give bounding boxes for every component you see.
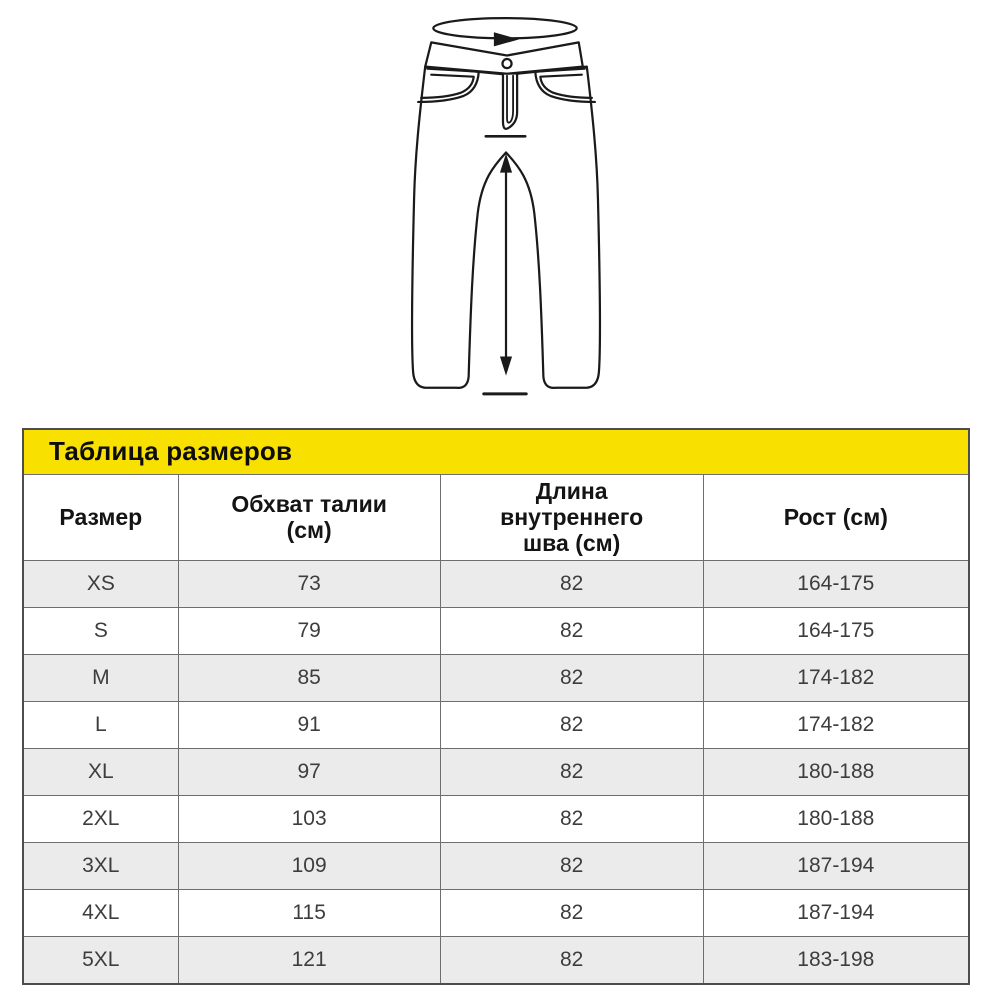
col-header-size: Размер [23, 475, 178, 561]
cell-inseam: 82 [440, 937, 703, 984]
table-row-xl [23, 749, 969, 796]
cell-waist: 97 [178, 749, 440, 796]
cell-height: 180-188 [703, 749, 969, 796]
cell-height: 164-175 [703, 608, 969, 655]
cell-waist: 109 [178, 843, 440, 890]
cell-waist: 79 [178, 608, 440, 655]
table-row-2xl [23, 796, 969, 843]
cell-size: 3XL [23, 843, 178, 890]
cell-height: 187-194 [703, 890, 969, 937]
cell-height: 180-188 [703, 796, 969, 843]
cell-size: 2XL [23, 796, 178, 843]
cell-height: 164-175 [703, 561, 969, 608]
table-row-5xl [23, 937, 969, 984]
table-row-3xl [23, 843, 969, 890]
cell-waist: 91 [178, 702, 440, 749]
cell-inseam: 82 [440, 843, 703, 890]
table-row-4xl [23, 890, 969, 937]
col-header-waist: Обхват талии (см) [178, 475, 440, 561]
cell-waist: 121 [178, 937, 440, 984]
cell-height: 174-182 [703, 702, 969, 749]
cell-waist: 103 [178, 796, 440, 843]
cell-waist: 73 [178, 561, 440, 608]
cell-height: 174-182 [703, 655, 969, 702]
pants-diagram [403, 6, 607, 410]
col-header-inseam: Длина внутреннего шва (см) [440, 475, 703, 561]
cell-inseam: 82 [440, 796, 703, 843]
cell-inseam: 82 [440, 702, 703, 749]
cell-size: XS [23, 561, 178, 608]
inseam-length-arrow [500, 153, 512, 375]
cell-inseam: 82 [440, 655, 703, 702]
table-row-xs [23, 561, 969, 608]
table-title-bar [23, 429, 969, 475]
table-header-row [23, 475, 969, 561]
cell-size: 5XL [23, 937, 178, 984]
table-row-m [23, 655, 969, 702]
cell-waist: 115 [178, 890, 440, 937]
fly-placket [503, 75, 517, 129]
waist-button [502, 59, 511, 68]
cell-height: 187-194 [703, 843, 969, 890]
table-row-s [23, 608, 969, 655]
cell-size: M [23, 655, 178, 702]
cell-inseam: 82 [440, 749, 703, 796]
cell-size: S [23, 608, 178, 655]
waist-circumference-arrow [433, 18, 576, 46]
waistband-shape [425, 42, 583, 73]
cell-size: 4XL [23, 890, 178, 937]
cell-size: L [23, 702, 178, 749]
size-table [22, 428, 970, 985]
cell-inseam: 82 [440, 608, 703, 655]
table-row-l [23, 702, 969, 749]
table-title: Таблица размеров [23, 429, 969, 475]
cell-inseam: 82 [440, 561, 703, 608]
cell-size: XL [23, 749, 178, 796]
cell-inseam: 82 [440, 890, 703, 937]
cell-height: 183-198 [703, 937, 969, 984]
cell-waist: 85 [178, 655, 440, 702]
col-header-height: Рост (см) [703, 475, 969, 561]
